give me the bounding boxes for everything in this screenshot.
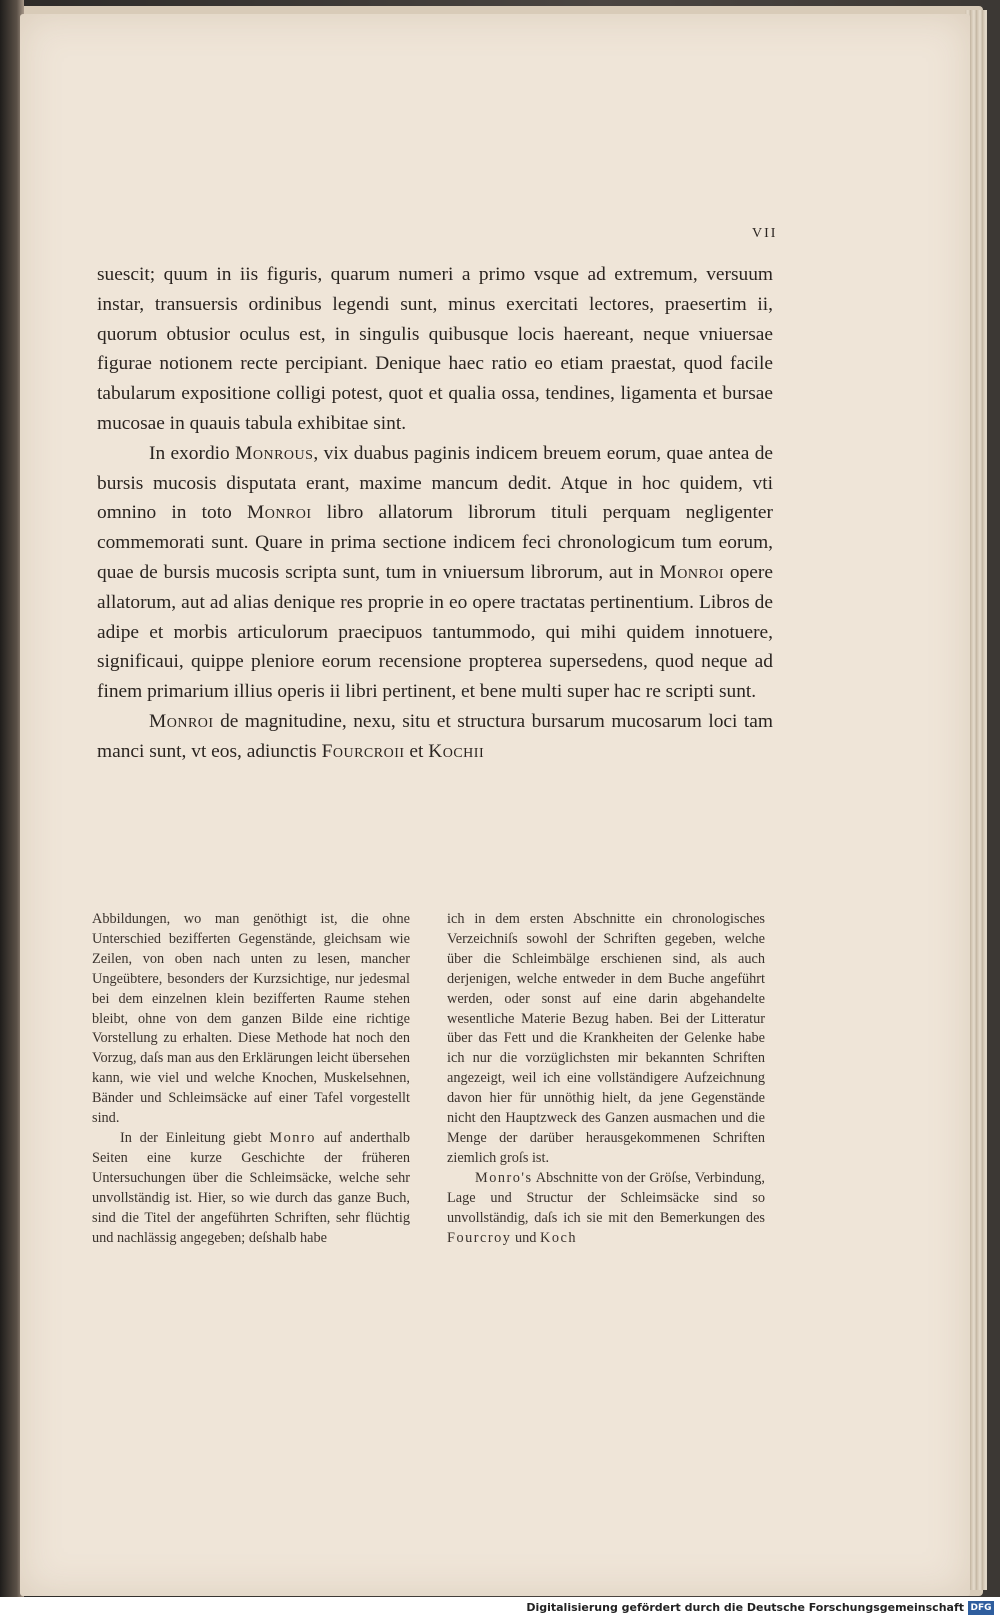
latin-paragraph-3 <box>97 707 773 767</box>
author-name: Monro <box>269 1129 316 1146</box>
text-run: libro allatorum librorum tituli perquam negligenter commemorati sunt. Quare in prima sectione indicem feci chronologicum tum eorum, quae de bursis mucosis scripta sunt, tum in vniuersum librorum, aut in <box>97 502 773 583</box>
latin-paragraph-2 <box>97 439 773 707</box>
text-run: opere allatorum, aut ad alias denique res proprie in eo opere tractatas pertinentium. Libros de adipe et morbis articulorum praecipuos tantummodo, qui mihi quidem innotuere, significaui, quippe pleniore eorum recensione propterea supersedens, quod neque ad finem primarium illius operis ii libri pertinent, et bene multi super hac re scripti sunt. <box>97 561 773 703</box>
german-paragraph-4 <box>447 1169 765 1249</box>
author-name: Monroi <box>149 710 214 732</box>
text-run: et <box>404 740 429 762</box>
author-name: Koch <box>540 1229 577 1246</box>
german-paragraph-2 <box>92 1129 410 1248</box>
text-run: , vix duabus paginis indicem breuem eorum, quae antea de bursis mucosis disputata erant, maxime mancum dedit. Atque in hoc quidem, vti omnino in toto <box>97 442 773 524</box>
author-name: Kochii <box>428 740 485 762</box>
book-page <box>20 14 970 1596</box>
text-run: In exordio <box>149 442 236 464</box>
author-name: Fourcroii <box>321 740 405 762</box>
latin-paragraph-1: suescit; quum in iis figuris, quarum numeri a primo vsque ad extremum, versuum instar, transuersis ordinibus legendi sunt, minus exercitati lectores, praesertim ii, quorum obtusior oculus est, in singulis quibusque locis haereant, neque vniuersae figurae notionem recte percipiant. Denique haec ratio eo etiam praestat, quod facile tabularum expositione colligi potest, quot et qualia ossa, tendines, ligamenta et bursae mucosae in quauis tabula exhibitae sint. <box>97 264 773 434</box>
page-number: VII <box>752 226 778 241</box>
author-name: Fourcroy <box>447 1229 512 1246</box>
author-name: Monro's <box>475 1169 533 1186</box>
latin-main-text <box>97 260 773 767</box>
german-column-left <box>92 910 410 1248</box>
text-run: auf anderthalb Seiten eine kurze Geschichte der früheren Untersuchungen über die Schleimsäcke, welche sehr unvollständig ist. Hier, so wie durch das ganze Buch, sind die Titel der angeführten Schriften, sehr flüchtig und nachlässig angegeben; deſshalb habe <box>92 1129 410 1246</box>
text-run: de magnitudine, nexu, situ et structura bursarum mucosarum loci tam manci sunt, vt eos, adiunctis <box>97 710 773 762</box>
author-name: Monrous <box>235 442 314 464</box>
text-run: Abschnitte von der Gröſse, Verbindung, Lage und Structur der Schleimsäcke sind so unvollständig, daſs ich sie mit den Bemerkungen des <box>447 1169 765 1226</box>
german-paragraph-3: ich in dem ersten Abschnitte ein chronologisches Verzeichniſs sowohl der Schriften gegeben, welche über die Schleimbälge erschienen sind, als auch derjenigen, welche entweder in dem Buche angeführt werden, oder sonst auf eine darin abgehandelte wesentliche Materie Bezug haben. Bei der Litteratur über das Fett und die Krankheiten der Gelenke habe ich nur die vorzüglichsten mir bekannten Schriften angezeigt, weil ich eine vollständigere Aufzeichnung davon hier für unnöthig hielt, da jene Gegenstände nicht den Hauptzweck des Ganzen ausmachen und die Menge der darüber herausgekommenen Schriften ziemlich groſs ist. <box>447 911 765 1166</box>
author-name: Monroi <box>659 561 725 583</box>
footer-credit: Digitalisierung gefördert durch die Deutsche Forschungsgemeinschaft <box>526 1601 964 1614</box>
german-paragraph-1: Abbildungen, wo man genöthigt ist, die ohne Unterschied bezifferten Gegenstände, gleichsam wie Zeilen, von oben nach unten zu lesen, mancher Ungeübtere, besonders der Kurzsichtige, nur jedesmal bei dem einzelnen klein bezifferten Raume stehen bleibt, ohne von dem ganzen Bilde eine richtige Vorstellung zu erhalten. Diese Methode hat noch den Vorzug, daſs man aus den Erklärungen leicht übersehen kann, wie viel und welche Knochen, Muskelsehnen, Bänder und Schleimsäcke auf einer Tafel vorgestellt sind. <box>92 911 410 1127</box>
dfg-logo: DFG <box>968 1601 994 1615</box>
text-run: und <box>511 1229 541 1246</box>
author-name: Monroi <box>246 502 312 524</box>
text-run: In der Einleitung giebt <box>120 1129 270 1146</box>
german-column-right <box>447 910 765 1248</box>
